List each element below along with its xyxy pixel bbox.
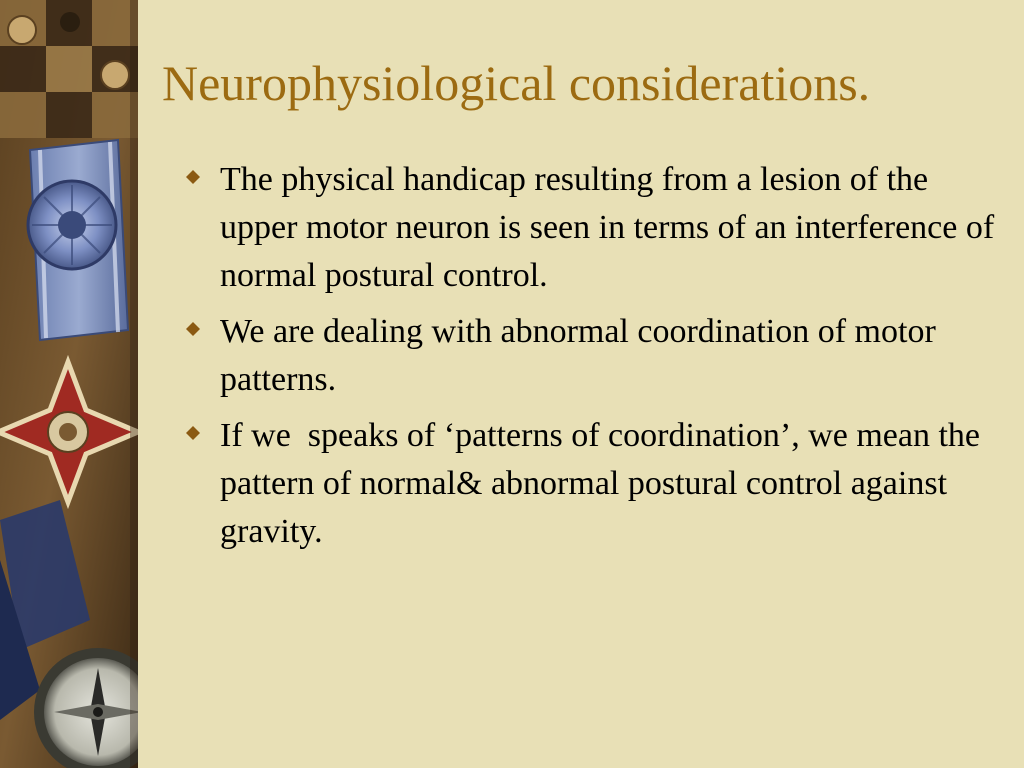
bullet-list	[182, 156, 1002, 564]
diamond-bullet-icon	[186, 426, 200, 440]
list-item	[182, 156, 1002, 300]
medal-ribbon-compass-image	[0, 0, 138, 768]
slide-title: Neurophysiological considerations.	[162, 55, 871, 111]
list-item	[182, 308, 1002, 404]
list-item	[182, 412, 1002, 556]
bullet-text: We are dealing with abnormal coordination of motor patterns.	[220, 313, 945, 398]
bullet-text: The physical handicap resulting from a lesion of the upper motor neuron is seen in terms of an interference of normal postural control.	[220, 161, 1003, 294]
diamond-bullet-icon	[186, 170, 200, 184]
diamond-bullet-icon	[186, 322, 200, 336]
bullet-text: If we speaks of ‘patterns of coordination’, we mean the pattern of normal& abnormal postural control against gravity.	[220, 417, 989, 550]
